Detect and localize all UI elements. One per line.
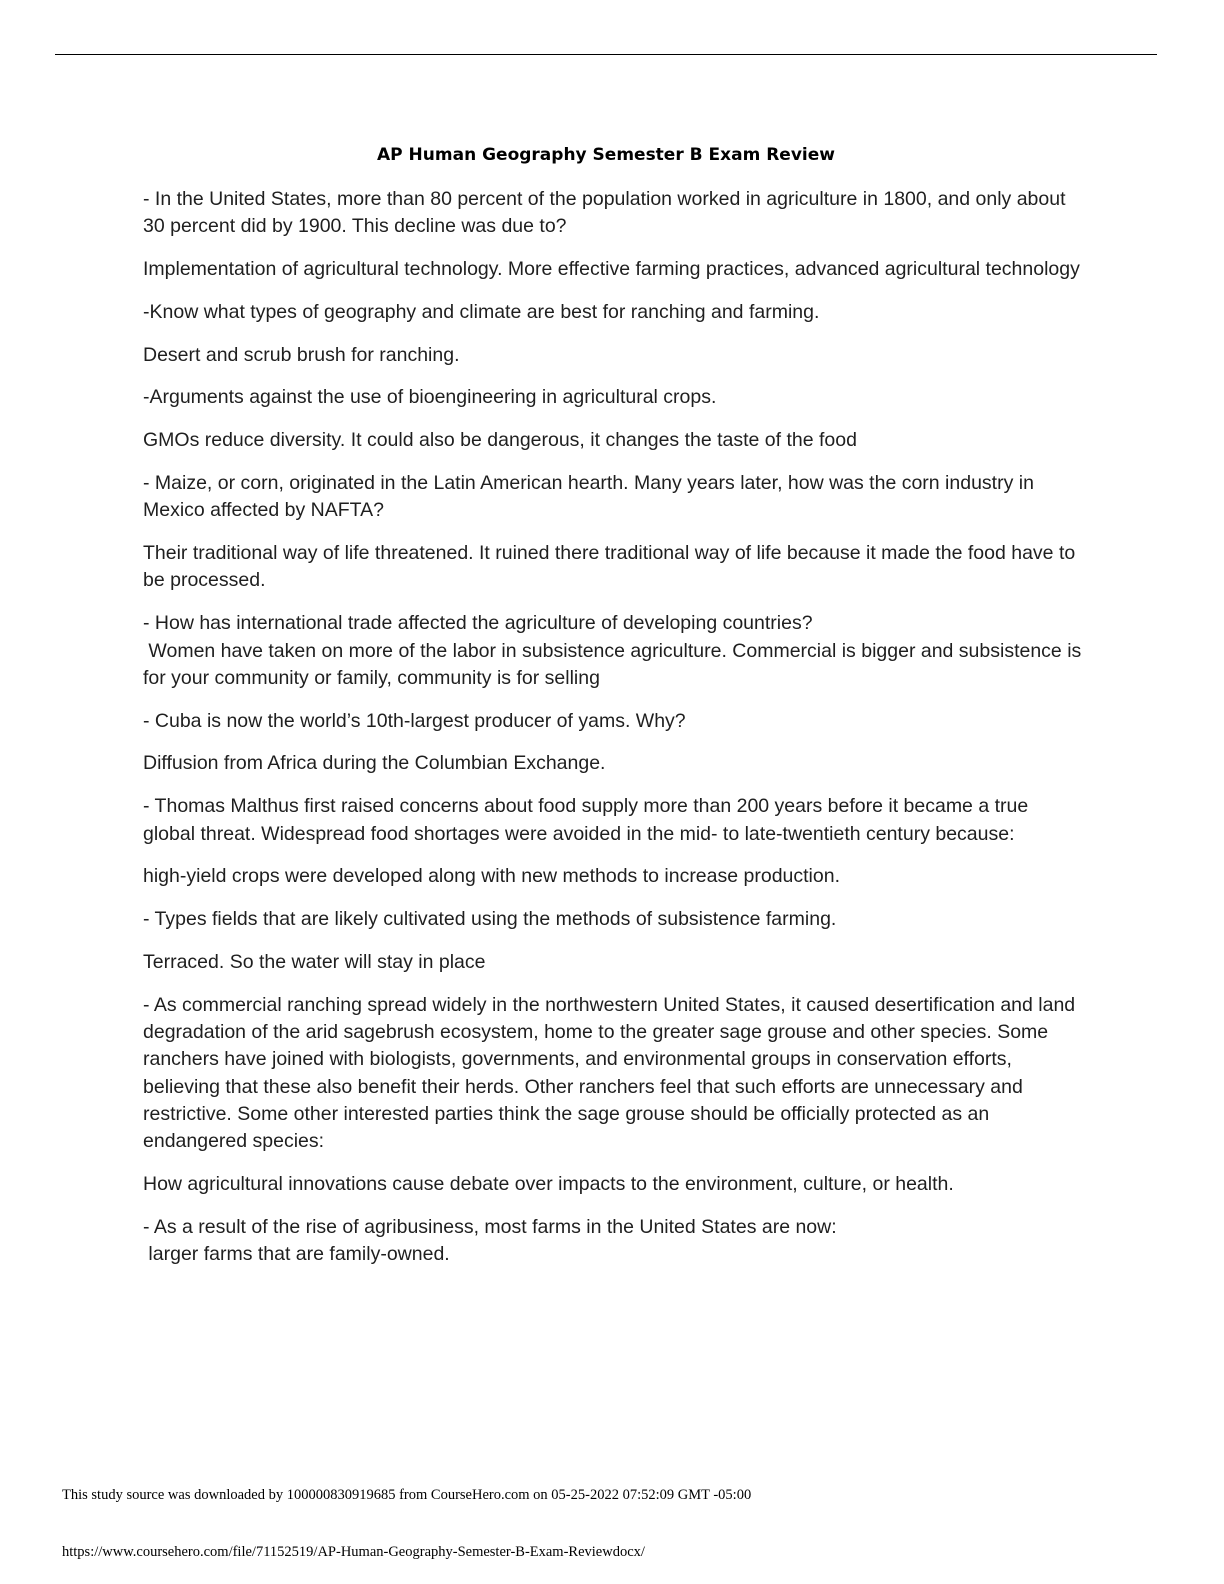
paragraph-line: - Thomas Malthus first raised concerns about food supply more than 200 years before it became a true global threat. Widespread food shortages were avoided in the mid- to late-twentieth century because: bbox=[143, 795, 1034, 845]
body-paragraph bbox=[143, 470, 1083, 525]
paragraph-line: Women have taken on more of the labor in subsistence agriculture. Commercial is bigger and subsistence is for your community or family, community is for selling bbox=[143, 639, 1087, 689]
paragraph-line: GMOs reduce diversity. It could also be dangerous, it changes the taste of the food bbox=[143, 429, 857, 452]
body-paragraph bbox=[143, 342, 1083, 369]
body-paragraph bbox=[143, 299, 1083, 326]
document-title: AP Human Geography Semester B Exam Review bbox=[377, 145, 835, 165]
body-paragraph bbox=[143, 427, 1083, 454]
paragraph-line: Terraced. So the water will stay in place bbox=[143, 950, 486, 973]
paragraph-line: How agricultural innovations cause debate over impacts to the environment, culture, or health. bbox=[143, 1173, 954, 1196]
body-paragraph bbox=[143, 863, 1083, 890]
paragraph-line: Diffusion from Africa during the Columbian Exchange. bbox=[143, 752, 606, 775]
paragraph-line: -Arguments against the use of bioengineering in agricultural crops. bbox=[143, 386, 717, 409]
paragraph-line: - In the United States, more than 80 percent of the population worked in agriculture in 1800, and only about 30 percent did by 1900. This decline was due to? bbox=[143, 188, 1071, 238]
body-paragraph bbox=[143, 186, 1083, 241]
source-url[interactable]: https://www.coursehero.com/file/71152519/AP-Human-Geography-Semester-B-Exam-Reviewdocx/ bbox=[62, 1544, 645, 1560]
paragraph-line: - As commercial ranching spread widely in the northwestern United States, it caused desertification and land degradation of the arid sagebrush ecosystem, home to the greater sage grouse and other species. Some ranchers have joined with biologists, governments, and environmental groups in conservation efforts, believing that these also benefit their herds. Other ranchers feel that such efforts are unnecessary and restrictive. Some other interested parties think the sage grouse should be officially protected as an endangered species: bbox=[143, 993, 1081, 1153]
body-paragraph bbox=[143, 750, 1083, 777]
paragraph-line: Implementation of agricultural technology. More effective farming practices, advanced agricultural technology bbox=[143, 258, 1080, 281]
body-paragraph bbox=[143, 906, 1083, 933]
body-paragraph bbox=[143, 1214, 1083, 1269]
body-paragraph bbox=[143, 256, 1083, 283]
body-paragraph bbox=[143, 1171, 1083, 1198]
paragraph-line: - Maize, or corn, originated in the Latin American hearth. Many years later, how was the corn industry in Mexico affected by NAFTA? bbox=[143, 472, 1040, 522]
body-paragraph bbox=[143, 949, 1083, 976]
download-source-note: This study source was downloaded by 100000830919685 from CourseHero.com on 05-25-2022 07:52:09 GMT -05:00 bbox=[62, 1487, 752, 1503]
paragraph-line: - How has international trade affected the agriculture of developing countries? bbox=[143, 612, 813, 635]
body-paragraph bbox=[143, 610, 1087, 692]
paragraph-line: Desert and scrub brush for ranching. bbox=[143, 343, 460, 366]
body-paragraph bbox=[143, 992, 1083, 1156]
document-body bbox=[143, 186, 1087, 1284]
paragraph-line: larger farms that are family-owned. bbox=[143, 1243, 450, 1266]
paragraph-line: high-yield crops were developed along with new methods to increase production. bbox=[143, 865, 840, 888]
paragraph-line: - Types fields that are likely cultivated using the methods of subsistence farming. bbox=[143, 908, 837, 931]
paragraph-line: - As a result of the rise of agribusiness, most farms in the United States are now: bbox=[143, 1215, 837, 1238]
paragraph-line: -Know what types of geography and climate are best for ranching and farming. bbox=[143, 300, 820, 323]
body-paragraph bbox=[143, 793, 1083, 848]
paragraph-line: - Cuba is now the world’s 10th-largest producer of yams. Why? bbox=[143, 709, 686, 732]
body-paragraph bbox=[143, 384, 1083, 411]
body-paragraph bbox=[143, 708, 1083, 735]
header-rule bbox=[55, 54, 1157, 55]
body-paragraph bbox=[143, 540, 1083, 595]
paragraph-line: Their traditional way of life threatened. It ruined there traditional way of life because it made the food have to be processed. bbox=[143, 542, 1081, 592]
